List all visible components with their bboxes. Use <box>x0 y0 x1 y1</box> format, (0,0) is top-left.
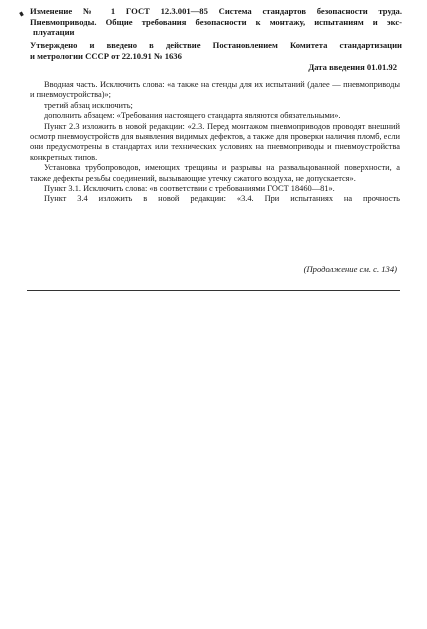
paragraph-2-3: Пункт 2.3 изложить в новой редакции: «2.3. Перед монтажом пневмоприводов проводят внешний осмотр пневмоустройств для выявления видимых дефектов, а также для проверки наличия пломб, если они предусмотрены в стандартах или технических условиях на пневмоприводы и пневмоустройства конкретных типов. <box>30 121 400 162</box>
amendment-body <box>30 80 400 205</box>
scan-mark <box>19 12 24 17</box>
amendment-title-line-1: Изменение № 1 ГОСТ 12.3.001—85 Система стандартов безопасности труда. <box>30 6 402 16</box>
continuation-note: (Продолжение см. с. 134) <box>303 264 397 274</box>
approval-block <box>30 40 402 61</box>
intro-date: Дата введения 01.01.92 <box>308 62 397 72</box>
amendment-title <box>30 6 402 38</box>
approval-line-1: Утверждено и введено в действие Постановлением Комитета стандартизации <box>30 40 402 50</box>
paragraph-installation: Установка трубопроводов, имеющих трещины и разрывы на развальцованной поверхности, а также дефекты резьбы соединений, вызывающие утечку сжатого воздуха, не допускается». <box>30 163 400 183</box>
paragraph-intro: Вводная часть. Исключить слова: «а также на стенды для их испытаний (далее — пневмоприводы и пневмоустройства)»; <box>30 80 400 100</box>
amendment-title-line-2: Пневмоприводы. Общие требования безопасности к монтажу, испытаниям и экс- <box>30 16 402 27</box>
paragraph-3-4: Пункт 3.4 изложить в новой редакции: «3.4. При испытаниях на прочность <box>44 194 400 204</box>
amendment-title-line-3: плуатации <box>33 27 75 37</box>
paragraph-3-1: Пункт 3.1. Исключить слова: «в соответствии с требованиями ГОСТ 18460—81». <box>44 184 335 194</box>
approval-line-2: и метрологии СССР от 22.10.91 № 1636 <box>30 50 182 61</box>
paragraph-add-clause: дополнить абзацем: «Требования настоящего стандарта являются обязательными». <box>44 111 341 121</box>
paragraph-third-removed: третий абзац исключить; <box>44 100 133 110</box>
bottom-rule <box>27 290 400 291</box>
